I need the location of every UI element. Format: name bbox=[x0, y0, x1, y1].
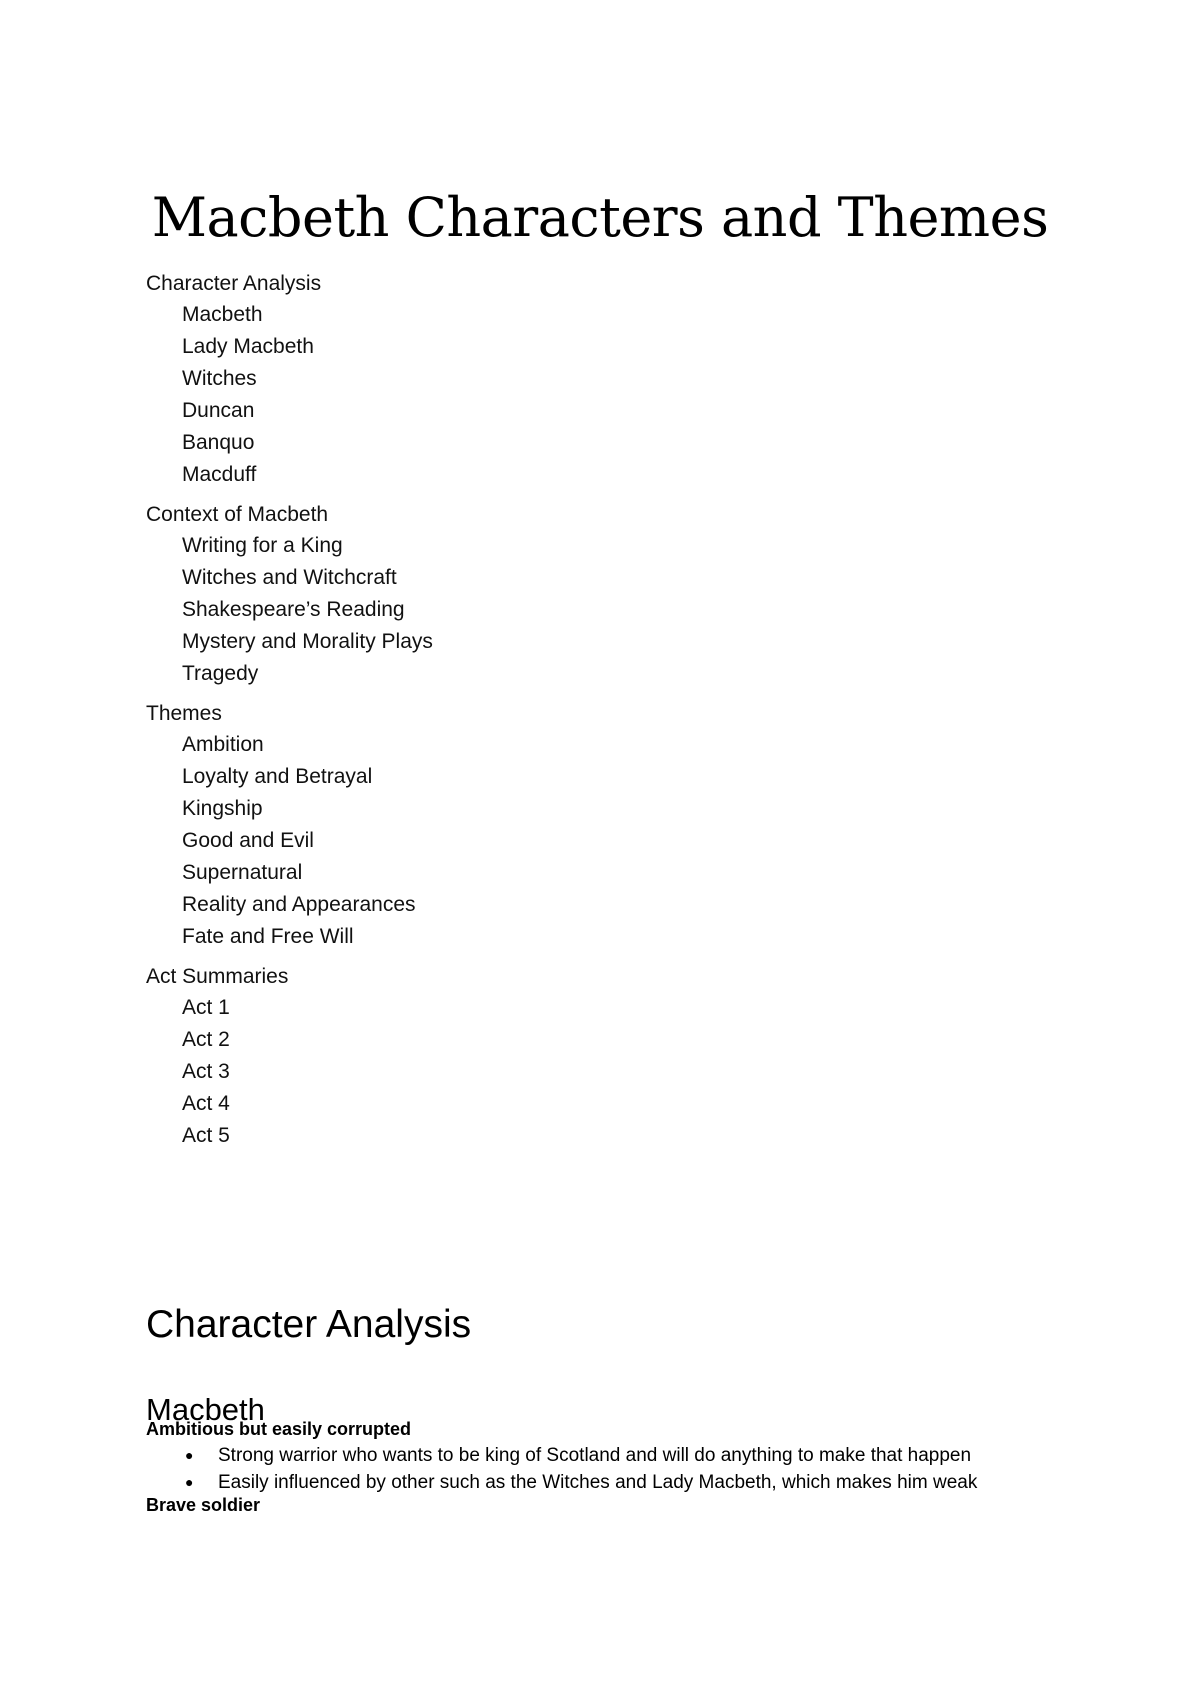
toc-heading-character-analysis[interactable]: Character Analysis bbox=[146, 272, 322, 295]
toc-item-act-1[interactable]: Act 1 bbox=[182, 996, 230, 1019]
toc-item-macbeth[interactable]: Macbeth bbox=[182, 303, 263, 326]
toc-item-act-3[interactable]: Act 3 bbox=[182, 1060, 230, 1083]
toc-item-ambition[interactable]: Ambition bbox=[182, 733, 264, 756]
toc-item-witches-and-witchcraft[interactable]: Witches and Witchcraft bbox=[182, 566, 397, 589]
toc-item-witches[interactable]: Witches bbox=[182, 367, 257, 390]
toc-section bbox=[146, 698, 1046, 953]
bullet-text: Easily influenced by other such as the Witches and Lady Macbeth, which makes him weak bbox=[218, 1472, 978, 1493]
toc-item-supernatural[interactable]: Supernatural bbox=[182, 861, 303, 884]
toc-item-banquo[interactable]: Banquo bbox=[182, 431, 255, 454]
section-heading: Character Analysis bbox=[146, 1303, 472, 1347]
list-item bbox=[146, 1442, 977, 1469]
toc-heading-context[interactable]: Context of Macbeth bbox=[146, 503, 329, 526]
toc-item-act-2[interactable]: Act 2 bbox=[182, 1028, 230, 1051]
toc-item-macduff[interactable]: Macduff bbox=[182, 463, 257, 486]
toc-item-loyalty-and-betrayal[interactable]: Loyalty and Betrayal bbox=[182, 765, 373, 788]
toc-heading-themes[interactable]: Themes bbox=[146, 702, 222, 725]
toc-item-writing-for-a-king[interactable]: Writing for a King bbox=[182, 534, 343, 557]
toc-item-duncan[interactable]: Duncan bbox=[182, 399, 255, 422]
toc-item-shakespeares-reading[interactable]: Shakespeare’s Reading bbox=[182, 598, 405, 621]
subsection-heading: Macbeth bbox=[146, 1392, 265, 1427]
toc-item-mystery-and-morality-plays[interactable]: Mystery and Morality Plays bbox=[182, 630, 433, 653]
bullet-icon: ● bbox=[185, 1474, 194, 1490]
toc-item-good-and-evil[interactable]: Good and Evil bbox=[182, 829, 314, 852]
bullet-list bbox=[146, 1442, 977, 1496]
toc-section bbox=[146, 961, 1046, 1152]
toc-heading-act-summaries[interactable]: Act Summaries bbox=[146, 965, 289, 988]
bullet-icon: ● bbox=[185, 1447, 194, 1463]
toc-item-lady-macbeth[interactable]: Lady Macbeth bbox=[182, 335, 314, 358]
toc-item-tragedy[interactable]: Tragedy bbox=[182, 662, 259, 685]
list-item bbox=[146, 1469, 977, 1496]
bullet-text: Strong warrior who wants to be king of Scotland and will do anything to make that happen bbox=[218, 1445, 972, 1466]
table-of-contents bbox=[146, 268, 1046, 1160]
toc-section bbox=[146, 499, 1046, 690]
document-title: Macbeth Characters and Themes bbox=[151, 186, 1049, 250]
trait-label: Ambitious but easily corrupted bbox=[146, 1419, 412, 1439]
toc-item-reality-and-appearances[interactable]: Reality and Appearances bbox=[182, 893, 416, 916]
toc-item-act-4[interactable]: Act 4 bbox=[182, 1092, 230, 1115]
toc-item-fate-and-free-will[interactable]: Fate and Free Will bbox=[182, 925, 354, 948]
trait-label: Brave soldier bbox=[146, 1495, 261, 1515]
toc-section bbox=[146, 268, 1046, 491]
toc-item-kingship[interactable]: Kingship bbox=[182, 797, 263, 820]
toc-item-act-5[interactable]: Act 5 bbox=[182, 1124, 230, 1147]
